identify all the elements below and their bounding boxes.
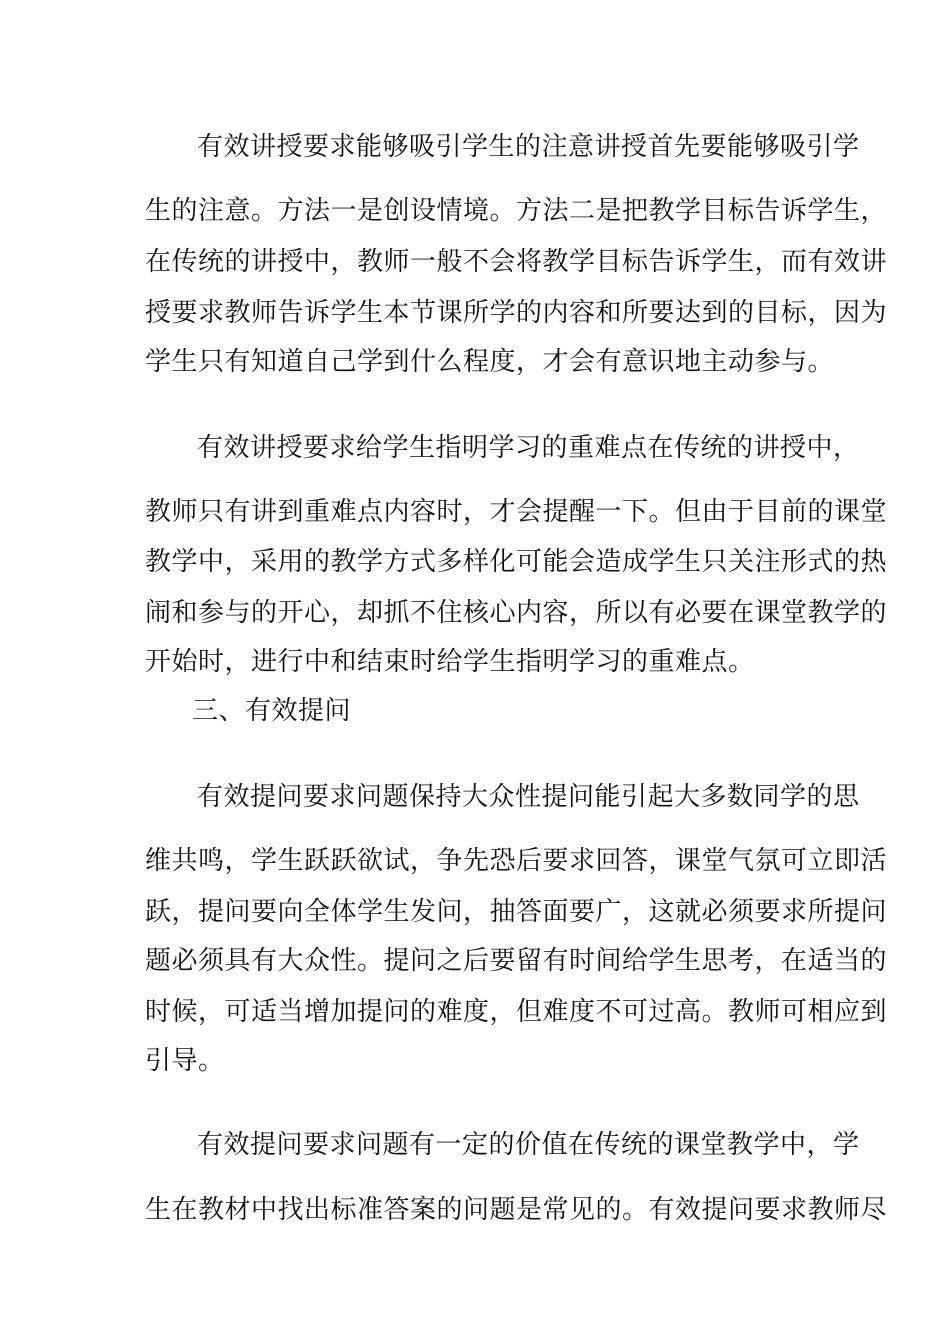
paragraph-line: 教学中，采用的教学方式多样化可能会造成学生只关注形式的热 — [145, 547, 888, 577]
paragraph-line: 引导。 — [145, 1046, 225, 1076]
paragraph-line: 在传统的讲授中，教师一般不会将教学目标告诉学生，而有效讲 — [145, 247, 888, 277]
paragraph-line: 题必须具有大众性。提问之后要留有时间给学生思考，在适当的 — [145, 946, 888, 976]
paragraph-line: 跃，提问要向全体学生发问，抽答面要广，这就必须要求所提问 — [145, 897, 888, 927]
section-heading: 三、有效提问 — [192, 696, 352, 726]
paragraph-line: 教师只有讲到重难点内容时，才会提醒一下。但由于目前的课堂 — [145, 497, 888, 527]
paragraph-line: 有效讲授要求给学生指明学习的重难点在传统的讲授中， — [197, 433, 860, 463]
paragraph-line: 生的注意。方法一是创设情境。方法二是把教学目标告诉学生， — [145, 196, 888, 226]
paragraph-line: 学生只有知道自己学到什么程度，才会有意识地主动参与。 — [145, 347, 835, 377]
paragraph-line: 维共鸣，学生跃跃欲试，争先恐后要求回答，课堂气氛可立即活 — [145, 846, 888, 876]
paragraph-line: 开始时，进行中和结束时给学生指明学习的重难点。 — [145, 647, 755, 677]
paragraph-line: 有效提问要求问题保持大众性提问能引起大多数同学的思 — [197, 782, 860, 812]
paragraph-line: 生在教材中找出标准答案的问题是常见的。有效提问要求教师尽 — [145, 1195, 888, 1225]
paragraph-line: 有效讲授要求能够吸引学生的注意讲授首先要能够吸引学 — [197, 132, 860, 162]
paragraph-line: 有效提问要求问题有一定的价值在传统的课堂教学中，学 — [197, 1130, 860, 1160]
paragraph-line: 授要求教师告诉学生本节课所学的内容和所要达到的目标，因为 — [145, 298, 888, 328]
paragraph-line: 时候，可适当增加提问的难度，但难度不可过高。教师可相应到 — [145, 997, 888, 1027]
paragraph-line: 闹和参与的开心，却抓不住核心内容，所以有必要在课堂教学的 — [145, 598, 888, 628]
